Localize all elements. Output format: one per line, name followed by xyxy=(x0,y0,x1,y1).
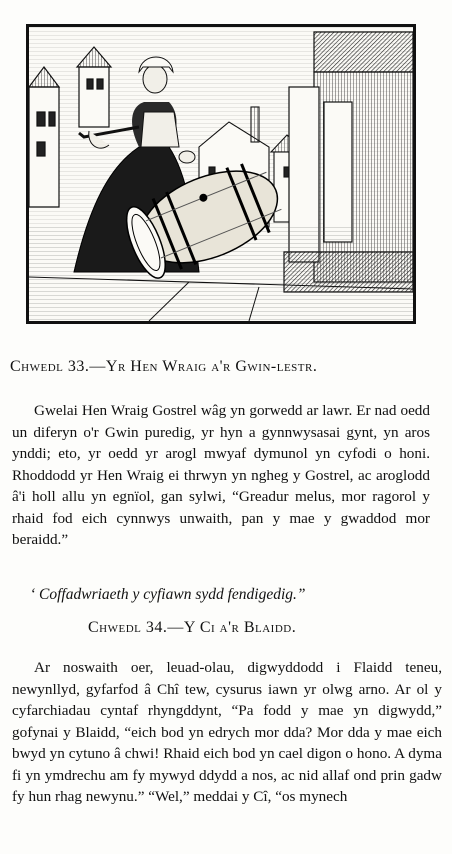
fable-34-text: Ar noswaith oer, leuad-olau, digwyddodd i Flaidd teneu, newynllyd, gyfarfod â Chî tew, cysurus iawn yr olwg arno. Ar ol y cyfarchiadau cyntaf rhyngddynt, “Pa fodd y mae yn digwydd,” gofynai y Blaidd, “eich bod yn edrych mor dda? Mor dda y mae eich bwyd yn cytuno â chwi! Rhaid eich bod yn cael digon o hono. A dyma fi yn ymdrechu am fy mywyd ddydd a nos, ac nid allaf ond prin gadw fy hun rhag newynu.” “Wel,” meddai y Cî, “os mynech xyxy=(12,659,442,805)
woodcut-illustration xyxy=(26,24,416,324)
fable-34-number: Chwedl 34.— xyxy=(88,619,184,636)
fable-33-moral: ‘ Coffadwriaeth y cyfiawn sydd fendigedig.” xyxy=(30,586,306,603)
fable-33-title: Yr Hen Wraig a'r Gwin-lestr. xyxy=(105,358,318,375)
fable-33-text: Gwelai Hen Wraig Gostrel wâg yn gorwedd ar lawr. Er nad oedd un diferyn o'r Gwin puredig, yr hyn a gynnwysasai gynt, yn aros ynddi; eto, yr oedd yr arogl mwyaf dymunol yn cyfodi o honi. Rhoddodd yr Hen Wraig ei thrwyn yn ngheg y Gostrel, ac aroglodd â'i holl allu yn egnïol, gan sylwi, “Greadur melus, mor ragorol y rhaid fod eich cynnwys unwaith, pan y mae y gwaddod mor beraidd.” xyxy=(12,402,430,548)
old-woman-wine-cask-illustration xyxy=(29,27,413,321)
fable-33-heading xyxy=(10,358,440,376)
fable-34-heading xyxy=(88,619,296,637)
fable-34-title: Y Ci a'r Blaidd. xyxy=(183,619,297,636)
fable-33-number: Chwedl 33.— xyxy=(10,358,106,375)
